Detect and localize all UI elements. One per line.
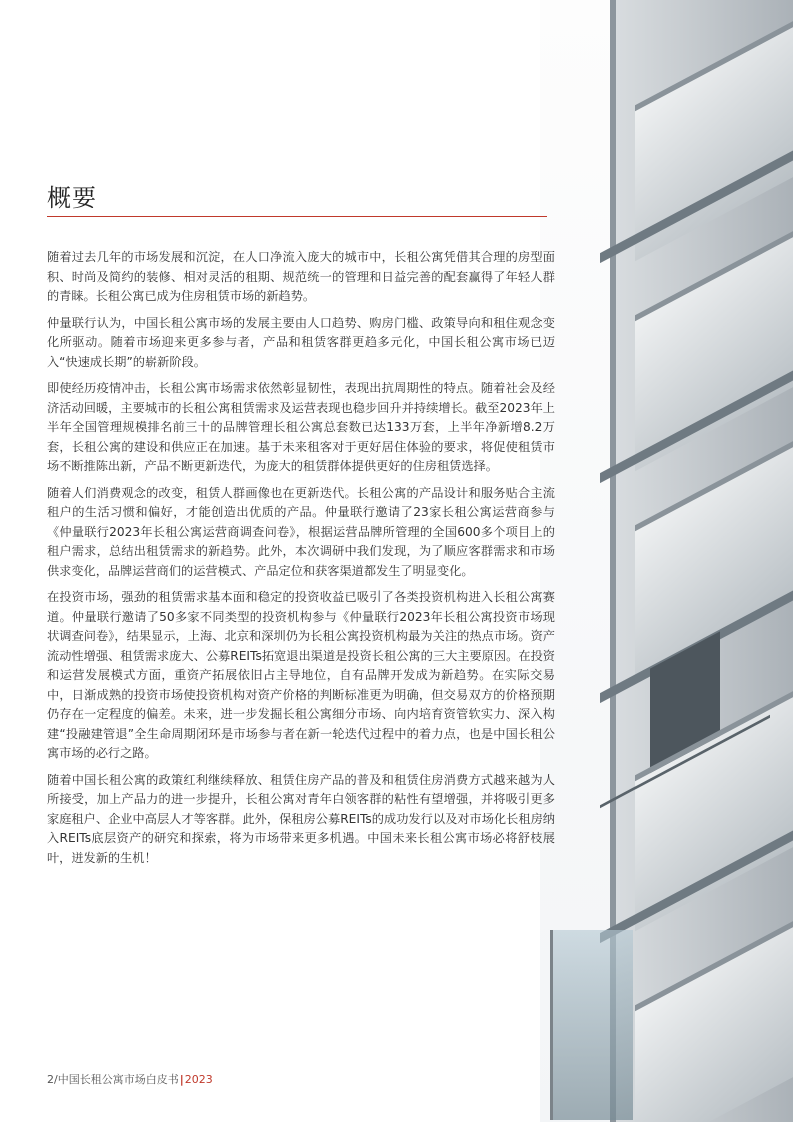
- publication-title: 中国长租公寓市场白皮书: [57, 1073, 179, 1086]
- page-footer: [47, 1071, 213, 1087]
- paragraph: 随着过去几年的市场发展和沉淀，在人口净流入庞大的城市中，长租公寓凭借其合理的房型面积、时尚及简约的装修、相对灵活的租期、规范统一的管理和日益完善的配套赢得了年轻人群的青睐。长租公寓已成为住房租赁市场的新趋势。: [47, 250, 555, 303]
- glass-balustrade: [550, 930, 633, 1120]
- paragraph: 仲量联行认为，中国长租公寓市场的发展主要由人口趋势、购房门槛、政策导向和租住观念变化所驱动。随着市场迎来更多参与者，产品和租赁客群更趋多元化，中国长租公寓市场已迈入“快速成长期”的崭新阶段。: [47, 315, 555, 369]
- footer-separator: |: [179, 1073, 184, 1086]
- paragraph: 随着人们消费观念的改变，租赁人群画像也在更新迭代。长租公寓的产品设计和服务贴合主流租户的生活习惯和偏好，才能创造出优质的产品。仲量联行邀请了23家长租公寓运营商参与《仲量联行2023年长租公寓运营商调查问卷》，根据运营品牌所管理的全国600多个项目上的租户需求，总结出租赁需求的新趋势。此外，本次调研中我们发现，为了顺应客群需求和市场供求变化，品牌运营商们的运营模式、产品定位和获客渠道都发生了明显变化。: [47, 485, 555, 578]
- paragraph: 即使经历疫情冲击，长租公寓市场需求依然彰显韧性，表现出抗周期性的特点。随着社会及经济活动回暖，主要城市的长租公寓租赁需求及运营表现也稳步回升并持续增长。截至2023年上半年全国管理规模排名前三十的品牌管理长租公寓总套数已达133万套，上半年净新增8.2万套，长租公寓的建设和供应正在加速。基于未来租客对于更好居住体验的要求，将促使租赁市场不断推陈出新，产品不断更新迭代，为庞大的租赁群体提供更好的住房租赁选择。: [47, 381, 555, 473]
- building-photo: [540, 0, 793, 1122]
- publication-year: 2023: [184, 1073, 213, 1086]
- page-title: 概要: [47, 184, 97, 212]
- paragraph: 随着中国长租公寓的政策红利继续释放、租赁住房产品的普及和租赁住房消费方式越来越为人所接受，加上产品力的进一步提升，长租公寓对青年白领客群的粘性有望增强，并将吸引更多家庭租户、企业中高层人才等客群。此外，保租房公募REITs的成功发行以及对市场化长租房纳入REITs底层资产的研究和探索，将为市场带来更多机遇。中国未来长租公寓市场必将舒枝展叶，迸发新的生机！: [47, 772, 555, 865]
- summary-body: [47, 248, 555, 875]
- title-divider: [47, 216, 547, 217]
- page-number: 2/: [47, 1073, 58, 1086]
- paragraph: 在投资市场，强劲的租赁需求基本面和稳定的投资收益已吸引了各类投资机构进入长租公寓赛道。仲量联行邀请了50多家不同类型的投资机构参与《仲量联行2023年长租公寓投资市场现状调查问卷》，结果显示，上海、北京和深圳仍为长租公寓投资机构最为关注的热点市场。资产流动性增强、租赁需求庞大、公募REITs拓宽退出渠道是投资长租公寓的三大主要原因。在投资和运营发展模式方面，重资产拓展依旧占主导地位，自有品牌开发成为新趋势。在实际交易中，日渐成熟的投资市场使投资机构对资产价格的判断标准更为明确，但交易双方的价格预期仍存在一定程度的偏差。未来，进一步发掘长租公寓细分市场、向内培育资管软实力、深入构建“投融建管退”全生命周期闭环是市场参与者在新一轮迭代过程中的着力点，也是中国长租公寓市场的必行之路。: [47, 590, 555, 760]
